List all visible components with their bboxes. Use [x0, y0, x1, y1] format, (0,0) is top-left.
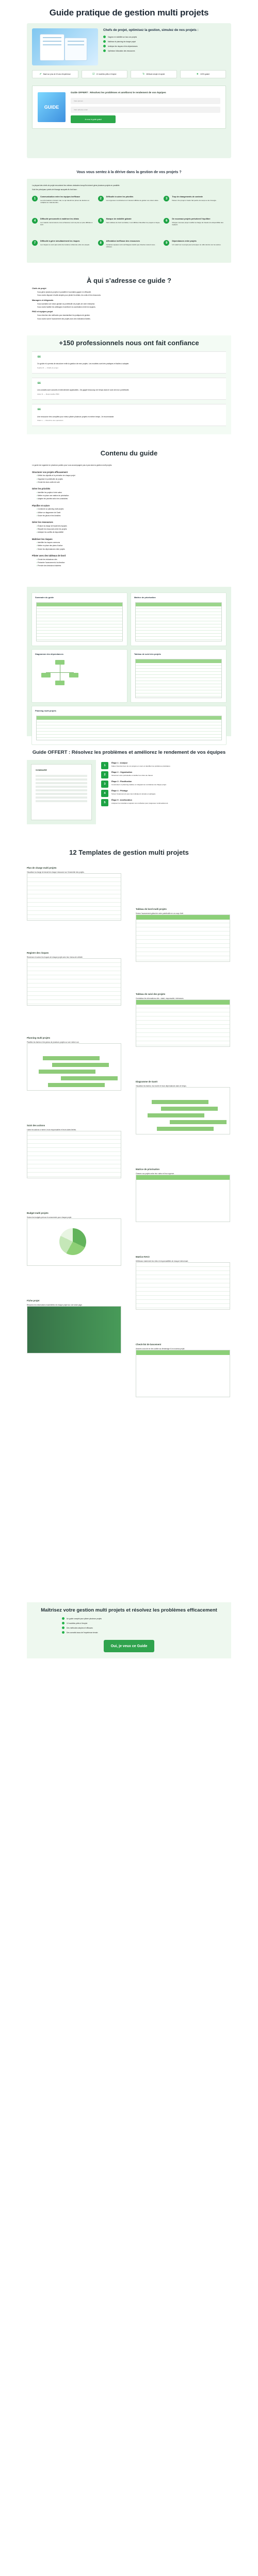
pain-points-panel — [27, 179, 231, 263]
mock-line — [43, 44, 61, 45]
guide-mockup-image — [32, 28, 98, 65]
download-form-content — [71, 91, 220, 123]
template-desc: Centralisez les informations clés : statut, responsable, échéances. — [136, 997, 184, 999]
summary-line — [36, 800, 87, 802]
pain-point — [98, 196, 160, 214]
audience-item: Vous voulez suivre l’avancement des projets avec des indicateurs fiables. — [37, 317, 91, 320]
table-preview — [36, 602, 123, 641]
hero-section — [0, 0, 258, 170]
template-title: Budget multi projets — [27, 1211, 49, 1214]
pain-points-grid — [32, 196, 226, 259]
step-title: Étape 4 : Pilotage — [111, 790, 128, 792]
contents-item: • Choisir les indicateurs clés — [37, 558, 226, 561]
pain-point-desc: Les retards s’accumulent et les échéances sont de plus en plus difficiles à tenir. — [40, 222, 93, 226]
contents-section-title: Maîtriser les risques — [32, 537, 53, 540]
pain-point-desc: Chaque nouveau projet modifie la charge de travail et la disponibilité des équipes. — [172, 222, 223, 226]
benefit-icon: ✔ — [39, 72, 42, 76]
pain-point — [98, 240, 160, 259]
pain-point — [164, 218, 226, 236]
mock-line — [43, 41, 61, 42]
benefit-icon: ↻ — [142, 72, 145, 76]
pain-point-desc: Les informations circulent mal, ce qui ralentit les prises de décision et multiplie les malentendus. — [40, 199, 89, 204]
pain-point-title: Affectation inefficace des ressources — [106, 240, 140, 243]
audience-item: Vous voulez faciliter les arbitrages et améliorer la coordination entre les équipes. — [37, 306, 96, 309]
step-description: Analysez les résultats et ajustez vos méthodes pour progresser continuellement. — [111, 802, 169, 805]
template-item — [136, 1080, 230, 1134]
contents-item: • Anticiper les conflits de disponibilité — [37, 531, 226, 533]
contents-section-title: Gérer les priorités — [32, 487, 51, 490]
hero-bullet — [103, 49, 226, 52]
template-desc: Visualisez la charge de travail de chaque ressource sur l’ensemble des projets. — [27, 871, 85, 873]
quote-icon: “ — [37, 353, 41, 363]
audience-section — [27, 272, 231, 326]
mock-line — [68, 41, 84, 42]
diagram-node — [41, 673, 51, 677]
pain-point-desc: Passer d’un projet à l’autre fait perdre du temps et de l’énergie. — [172, 199, 217, 202]
pain-point-desc: Un retard sur un projet peut provoquer un effet domino sur les autres. — [172, 244, 221, 246]
step-number: 1 — [101, 762, 108, 769]
template-preview — [27, 1218, 121, 1266]
check-icon — [62, 1622, 64, 1624]
template-desc: Assurez-vous de ne rien oublier au démarrage d’un nouveau projet. — [136, 1347, 185, 1350]
pain-point-desc: Certaines équipes sont surchargées tandis que d’autres restent sous-utilisées. — [106, 244, 155, 248]
guide-book-label: GUIDE — [44, 105, 59, 110]
table-preview — [135, 602, 222, 641]
benefit-chip — [82, 70, 128, 78]
first-name-field[interactable] — [71, 98, 220, 104]
testimonial-author: Julien D. — Responsable PMO — [37, 393, 59, 395]
summary-line — [36, 775, 87, 777]
offer-steps-title: Guide OFFERT : Résolvez les problèmes et améliorez le rendement de vos équipes — [32, 749, 226, 755]
summary-line — [36, 796, 87, 799]
step-item — [101, 771, 231, 778]
pain-point — [98, 218, 160, 236]
pain-point — [32, 240, 94, 259]
get-guide-button[interactable]: Oui, je veux ce Guide — [104, 1640, 154, 1652]
pain-point-number: 7 — [32, 240, 38, 246]
template-item — [27, 1212, 121, 1266]
contents-intro: Le guide est organisé en plusieurs parties pour vous accompagner pas à pas dans la gestion multi projets. — [32, 464, 112, 467]
pain-point-title: Difficulté personnelle à maîtriser les délais — [40, 218, 79, 221]
audience-item: Vous cherchez des méthodes pour standardiser les pratiques de gestion. — [37, 314, 90, 317]
preview-card — [131, 593, 226, 646]
step-number: 4 — [101, 790, 108, 797]
template-desc: Visualisez les tâches, leur durée et leurs dépendances dans le temps. — [136, 1084, 187, 1087]
benefit-label: 100% gratuit — [200, 73, 209, 75]
pain-point-title: Trop de changements de contexte — [172, 196, 203, 198]
cta-list — [62, 1617, 196, 1634]
summary-line — [36, 786, 87, 788]
audience-group-title: PMO et équipes projet — [32, 311, 53, 313]
check-icon — [103, 49, 106, 52]
diagram-node — [69, 673, 78, 677]
step-description: Faites l’état des lieux de vos projets en cours et identifiez les problèmes prioritaires. — [111, 765, 171, 768]
hero-top — [32, 28, 226, 65]
check-icon — [103, 36, 106, 38]
pain-point-desc: Sans tableau de bord centralisé, il est difficile d’identifier les projets à risque. — [106, 222, 160, 224]
audience-item: Vous voulez disposer d’outils simples pour piloter les délais, les coûts et les ressources. — [37, 294, 101, 297]
contents-section-title: Gérer les ressources — [32, 521, 53, 524]
pain-points-title: Vous vous sentez à la dérive dans la gestion de vos projets ? — [76, 171, 182, 174]
template-title: Suivi des actions — [27, 1124, 45, 1127]
check-icon — [62, 1626, 64, 1629]
audience-title: À qui s’adresse ce guide ? — [87, 277, 171, 285]
guide-contents-title: Contenu du guide — [100, 449, 158, 457]
templates-title: 12 Templates de gestion multi projets — [69, 849, 189, 857]
template-item — [136, 993, 230, 1047]
step-item — [101, 790, 231, 797]
audience-list — [37, 314, 226, 319]
template-preview — [136, 914, 230, 962]
template-title: Tableau de bord multi projets — [136, 907, 167, 910]
preview-card — [32, 706, 226, 744]
step-item — [101, 762, 231, 769]
pain-point — [164, 240, 226, 259]
step-number: 5 — [101, 799, 108, 806]
template-desc: Suivez l’avancement global de votre portefeuille en un coup d’œil. — [136, 912, 184, 914]
audience-group-title: Managers et dirigeants — [32, 299, 54, 301]
contents-item: • Présenter l’avancement à la direction — [37, 562, 226, 564]
download-form — [32, 86, 226, 129]
contents-item: • Choisir les bons outils de suivi — [37, 481, 226, 483]
benefit-label: Basé sur plus de 15 ans d’expérience — [43, 73, 71, 75]
templates-section — [27, 867, 231, 1588]
step-number: 2 — [101, 771, 108, 778]
template-desc: Planifiez les tâches et les jalons de plusieurs projets sur une même vue. — [27, 1041, 79, 1043]
pain-point — [32, 196, 94, 214]
benefit-icon: ★ — [196, 72, 199, 76]
template-title: Diagramme de Gantt — [136, 1080, 158, 1083]
template-item — [27, 1124, 121, 1178]
contents-item: • Organiser le portefeuille de projets — [37, 478, 226, 480]
template-preview — [27, 873, 121, 921]
template-desc: Classez vos projets selon leur valeur et leur urgence. — [136, 1172, 174, 1175]
preview-card-title: Planning multi projets — [35, 709, 56, 712]
contents-item: • Mettre en place des plans d’action — [37, 545, 226, 547]
testimonial-text: Une ressource très complète pour mieux piloter plusieurs projets en même temps. Je recommande. — [37, 415, 115, 418]
mock-page-1 — [40, 35, 64, 60]
testimonial-card — [32, 404, 226, 426]
guide-preview-section — [27, 587, 231, 736]
template-title: Tableau de suivi des projets — [136, 992, 166, 995]
testimonial-text: Les conseils sont concrets et directement applicables. J’ai gagné beaucoup de temps dans le suivi de mon portefeuille. — [37, 389, 130, 392]
guide-contents-section — [27, 450, 231, 573]
contents-item: • Suivre les jalons et les livrables — [37, 515, 226, 517]
pain-point-desc: Les risques ne sont pas suivis de manière cohérente entre les projets. — [40, 244, 90, 246]
offer-steps-panel — [27, 760, 231, 824]
audience-item: Vous souhaitez une vision globale du portefeuille de projets de votre entreprise. — [37, 302, 95, 305]
preview-card-title: Tableau de suivi des projets — [134, 652, 161, 655]
intro-paragraph: La plupart des chefs de projet rencontrent les mêmes obstacles lorsqu’ils doivent gérer plusieurs projets en parallèle. — [32, 184, 120, 187]
check-icon — [103, 45, 106, 47]
contents-section-title: Piloter avec des tableaux de bord — [32, 554, 66, 557]
hero-bullet — [103, 40, 226, 43]
cta-item-text: Des méthodes simples et efficaces — [67, 1626, 93, 1629]
step-item — [101, 799, 231, 806]
template-preview — [136, 999, 230, 1047]
step-title: Étape 5 : Amélioration — [111, 799, 132, 802]
preview-card — [32, 593, 127, 646]
benefit-label: 12 modèles prêts à l’emploi — [96, 73, 117, 75]
hero-bullet — [103, 45, 226, 47]
benefit-chip — [180, 70, 227, 78]
step-title: Étape 1 : Analyse — [111, 762, 128, 765]
template-item — [136, 908, 230, 962]
template-desc: Définissez clairement les rôles et responsabilités de chaque intervenant. — [136, 1260, 189, 1262]
hero-subtitle: Chefs de projet, optimisez la gestion, simulez de nos projets : — [103, 28, 199, 32]
summary-line — [36, 793, 87, 795]
summary-line — [36, 789, 87, 791]
pain-point-number: 6 — [164, 218, 169, 224]
cta-item-text: Un guide complet pour piloter plusieurs projets — [67, 1617, 102, 1620]
quote-icon: “ — [37, 406, 41, 416]
cta-item — [62, 1622, 196, 1624]
benefit-icon: ☑ — [92, 72, 95, 76]
template-title: Planning multi projets — [27, 1036, 51, 1039]
pain-point-title: Manque de visibilité globale — [106, 218, 132, 221]
cta-item — [62, 1631, 196, 1634]
step-title: Étape 2 : Organisation — [111, 771, 133, 774]
audience-list — [37, 303, 226, 308]
template-title: Fiche projet — [27, 1299, 40, 1302]
contents-item: • Répartir les ressources entre les projets — [37, 528, 226, 530]
pain-point-number: 1 — [32, 196, 38, 201]
benefit-chip — [32, 70, 78, 78]
hero-bullet-text: Maîtrisez le planning de chaque projet — [108, 40, 136, 43]
template-preview — [27, 1043, 121, 1091]
contents-item: • Évaluer la charge de travail des équipes — [37, 525, 226, 527]
contents-item: • Construire un planning multi projets — [37, 508, 226, 510]
page-title: Guide pratique de gestion multi projets — [49, 8, 209, 18]
pain-points-section — [27, 170, 231, 263]
check-icon — [62, 1617, 64, 1620]
audience-list — [37, 291, 226, 296]
testimonial-author: Claire L. — Directrice des opérations — [37, 419, 63, 422]
contents-section-title: Structurer vos projets efficacement — [32, 470, 68, 473]
template-item — [27, 1299, 121, 1353]
diagram-node — [55, 681, 64, 685]
check-icon — [103, 40, 106, 43]
template-title: Matrice RACI — [136, 1255, 150, 1258]
guide-book-image — [38, 92, 66, 122]
step-description: Construisez un planning réaliste en intégrant les contraintes de chaque projet. — [111, 784, 167, 786]
contents-item: • Identifier les risques communs — [37, 541, 226, 544]
step-item — [101, 781, 231, 788]
audience-item: Vous gérez plusieurs projets en parallèle et souhaitez gagner en efficacité. — [37, 291, 92, 294]
testimonials-section — [27, 335, 231, 435]
preview-card — [32, 650, 127, 702]
summary-line — [36, 778, 87, 781]
cta-item-text: 12 modèles prêts à l’emploi — [67, 1622, 88, 1624]
offer-steps-section — [27, 750, 231, 825]
contents-item: • Définir les objectifs et le périmètre de chaque projet — [37, 474, 226, 477]
download-button[interactable]: Je veux le guide gratuit — [71, 115, 116, 123]
testimonial-author: Sophie M. — Cheffe de projet — [37, 366, 58, 369]
template-item — [136, 1256, 230, 1310]
template-item — [27, 867, 121, 921]
pain-point-title: Difficulté à gérer simultanément les risques — [40, 240, 80, 243]
template-title: Plan de charge multi projets — [27, 866, 57, 869]
preview-card — [131, 650, 226, 702]
summary-line — [36, 782, 87, 784]
hero-bullet-text: Gagnez en visibilité sur tous vos projets — [108, 36, 137, 38]
template-title: Matrice de priorisation — [136, 1167, 160, 1171]
first-name-placeholder: Votre prénom — [74, 100, 84, 103]
quote-icon: “ — [37, 380, 41, 389]
pain-point-title: Communication entre les équipes inefficace — [40, 196, 80, 198]
mock-line — [43, 37, 61, 38]
cta-title: Maîtrisez votre gestion multi projets et résolvez les problèmes efficacement — [41, 1607, 217, 1613]
template-preview — [136, 1262, 230, 1310]
email-field[interactable] — [71, 107, 220, 113]
email-placeholder: Votre adresse email — [74, 109, 88, 111]
pain-point-title: De nouveaux projets perturbent l’équilibre — [172, 218, 211, 221]
preview-grid — [32, 593, 226, 744]
template-item — [27, 1037, 121, 1091]
pain-point-title: Dépendances entre projets — [172, 240, 197, 243]
step-title: Étape 3 : Planification — [111, 781, 132, 783]
contents-item: • Identifier les projets à forte valeur — [37, 492, 226, 494]
pain-point-number: 4 — [32, 218, 38, 224]
pain-point-title: Difficulté à suivre les priorités — [106, 196, 134, 198]
template-desc: Listez les actions à mener, leurs responsables et leurs dates limites. — [27, 1128, 77, 1131]
summary-title: SOMMAIRE — [36, 769, 47, 772]
pain-point-desc: Les urgences s’enchaînent et il devient difficile de garder une vision claire. — [106, 199, 159, 202]
template-item — [136, 1343, 230, 1397]
hero-bullet-text: Anticipez les risques et les dépendances — [108, 45, 138, 47]
pain-point-number: 9 — [164, 240, 169, 246]
pain-point — [32, 218, 94, 236]
pain-point-number: 3 — [164, 196, 169, 201]
hero-benefits — [32, 70, 226, 78]
intro-paragraph: Voici les principaux points de blocage auxquels ils font face : — [32, 188, 78, 191]
table-preview — [36, 716, 222, 740]
preview-card-title: Matrice de priorisation — [134, 596, 156, 599]
contents-section-title: Planifier et suivre — [32, 504, 50, 507]
testimonial-text: Ce guide m’a permis de structurer enfin la gestion de mes projets. Les modèles sont très pratiques et faciles à adapter. — [37, 363, 130, 365]
testimonial-card — [32, 351, 226, 374]
contents-item: • Prendre des décisions éclairées — [37, 565, 226, 567]
contents-item: • Utiliser un diagramme de Gantt — [37, 512, 226, 514]
step-description: Structurez votre portefeuille et clarifiez les rôles de chacun. — [111, 774, 153, 777]
template-item — [27, 952, 121, 1006]
mock-line — [68, 44, 84, 45]
cta-item — [62, 1617, 196, 1620]
template-title: Check-list de lancement — [136, 1343, 162, 1346]
step-number: 3 — [101, 781, 108, 788]
dependency-diagram — [41, 660, 78, 687]
cta-item-text: Des conseils issus de l’expérience terrain — [67, 1631, 98, 1634]
diagram-node — [55, 660, 64, 665]
testimonials-title: +150 professionnels nous ont fait confiance — [59, 338, 199, 347]
contents-item: • Mettre en place une matrice de priorisation — [37, 495, 226, 497]
download-form-title: Guide OFFERT : Résolvez les problèmes et améliorez le rendement de vos équipes — [71, 91, 166, 94]
step-description: Suivez l’avancement avec des indicateurs simples et partagés. — [111, 793, 156, 795]
preview-card-title: Diagramme des dépendances — [35, 652, 63, 655]
pain-point-number: 5 — [98, 218, 104, 224]
table-of-contents — [27, 457, 231, 573]
contents-item: • Adapter les priorités selon les contraintes — [37, 498, 226, 500]
hero-panel — [27, 23, 231, 158]
preview-card-title: Sommaire du guide — [35, 596, 54, 599]
mock-page-2 — [65, 38, 87, 60]
pain-point-number: 8 — [98, 240, 104, 246]
guide-summary-preview — [27, 760, 96, 824]
table-preview — [135, 659, 222, 698]
summary-lines — [36, 775, 87, 802]
audience-group-title: Chefs de projet — [32, 287, 46, 290]
template-preview — [27, 958, 121, 1006]
guide-summary-sheet — [31, 764, 92, 820]
contents-item: • Suivre les dépendances entre projets — [37, 548, 226, 550]
hero-bullet-text: Optimisez l’allocation des ressources — [108, 49, 135, 52]
template-desc: Résumez les informations essentielles de chaque projet sur une seule page. — [27, 1303, 83, 1306]
pain-point — [164, 196, 226, 214]
hero-bullet — [103, 36, 226, 38]
check-icon — [62, 1631, 64, 1634]
cta-item — [62, 1626, 196, 1629]
benefit-chip — [131, 70, 177, 78]
benefit-label: Méthode simple et rapide — [146, 73, 165, 75]
template-item — [136, 1168, 230, 1222]
template-desc: Suivez les budgets prévus et consommés pour chaque projet. — [27, 1216, 72, 1218]
step-list — [101, 760, 231, 824]
cta-section — [27, 1602, 231, 1658]
template-desc: Recensez et suivez les risques de chaque projet avec leur niveau de criticité. — [27, 956, 83, 958]
template-title: Registre des risques — [27, 951, 49, 954]
testimonial-card — [32, 378, 226, 400]
pain-point-number: 2 — [98, 196, 104, 201]
hero-copy — [103, 28, 226, 65]
